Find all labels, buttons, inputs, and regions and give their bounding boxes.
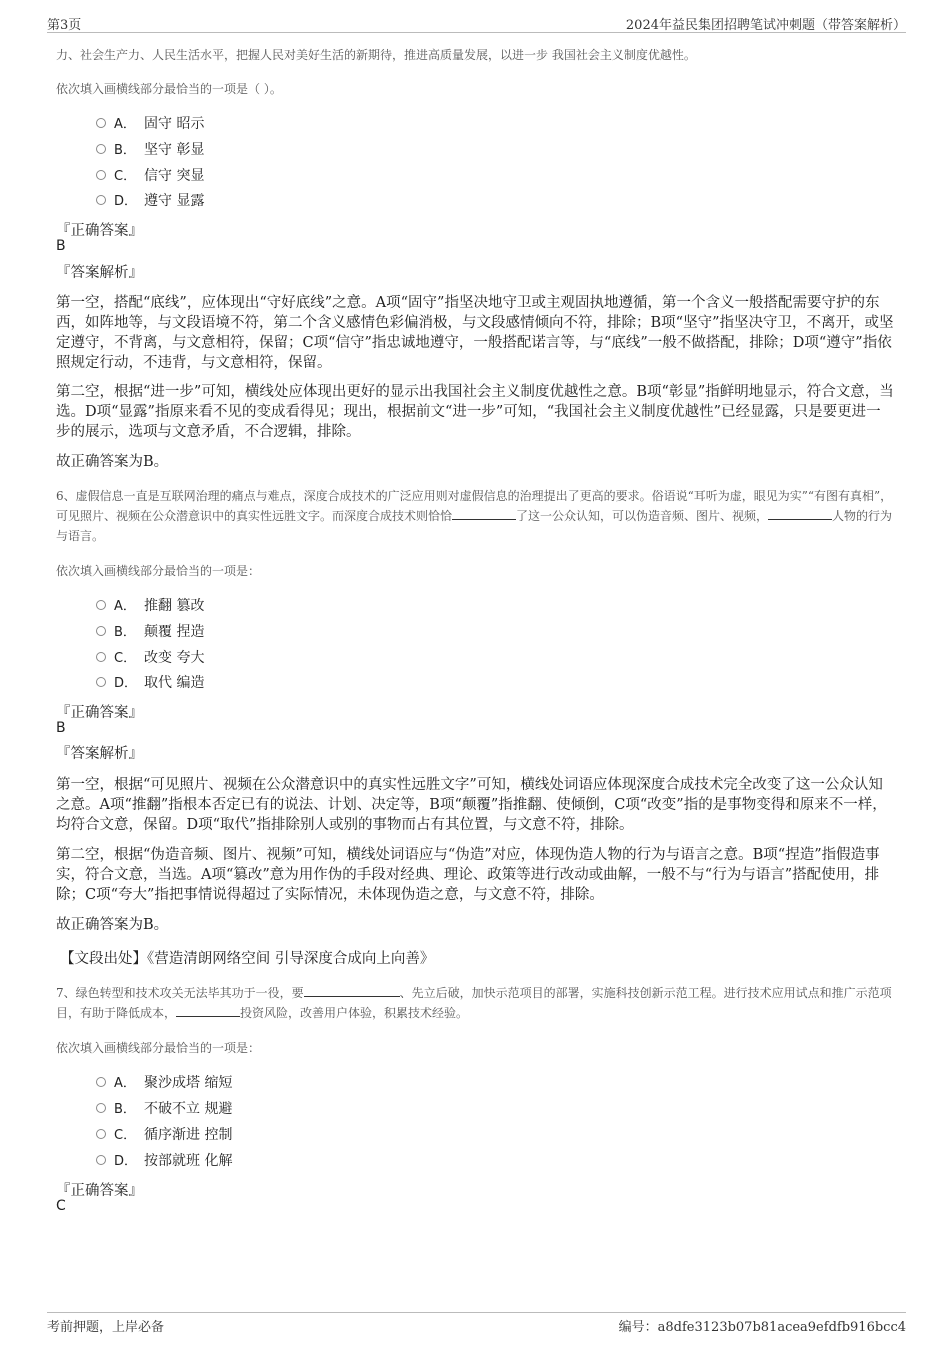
option-text: 循序渐进 控制 (144, 1127, 233, 1143)
option-letter: D． (114, 1154, 138, 1169)
footer-slogan: 考前押题，上岸必备 (47, 1320, 165, 1335)
q6-analysis-label: 『答案解析』 (56, 746, 143, 762)
q6-stem-part-2: 了这一公众认知，可以伪造音频、图片、视频， (516, 509, 769, 523)
q6-analysis-2: 第二空，根据“伪造音频、图片、视频”可知，横线处词语应与“伪造”对应，体现伪造人物的行为与语言之意。B项“捏造”指假造事实，符合文意，当选。A项“篡改”意为用作伪的手段对经典、理论、政策等进行改动或曲解，一般不与“行为与语言”搭配使用，排除；C项“夸大”指把事情说得超过了实际情况，未体现伪造之意，与文意不符，排除。 (56, 847, 880, 903)
option-letter: D． (114, 194, 138, 209)
option-text: 按部就班 化解 (144, 1153, 233, 1169)
q6-option-a[interactable] (96, 596, 204, 616)
q7-stem-part-2: 、先立后破，加快示范项目的部署，实施科技创新示范工程。进行技术应用试点和推广示范项目，有助于降低成本， (56, 986, 892, 1020)
option-text: 聚沙成塔 缩短 (144, 1075, 233, 1091)
option-text: 遵守 显露 (144, 193, 205, 209)
radio-icon[interactable] (96, 170, 106, 180)
radio-icon[interactable] (96, 626, 106, 636)
blank-line (768, 507, 832, 520)
q6-conclusion: 故正确答案为B。 (56, 917, 169, 933)
page-number: 第3页 (47, 18, 82, 33)
blank-line (452, 507, 516, 520)
q7-option-c[interactable] (96, 1125, 232, 1145)
option-letter: B． (114, 1102, 136, 1117)
q6-option-b[interactable] (96, 622, 204, 642)
q6-prompt: 依次填入画横线部分最恰当的一项是： (56, 564, 261, 578)
page-footer (47, 1312, 906, 1333)
radio-icon[interactable] (96, 1077, 106, 1087)
q5-stem-tail: 力、社会生产力、人民生活水平，把握人民对美好生活的新期待，推进高质量发展，以进一步 我国社会主义制度优越性。 (56, 48, 696, 62)
radio-icon[interactable] (96, 1155, 106, 1165)
radio-icon[interactable] (96, 1129, 106, 1139)
q7-answer: C (56, 1198, 66, 1214)
option-letter: D． (114, 676, 138, 691)
option-text: 颠覆 捏造 (144, 624, 205, 640)
q5-option-d[interactable] (96, 191, 204, 211)
q5-analysis-2: 第二空，根据“进一步”可知，横线处应体现出更好的显示出我国社会主义制度优越性之意。B项“彰显”指鲜明地显示，符合文意，当选。D项“显露”指原来看不见的变成看得见；现出，根据前文“进一步”可知，“我国社会主义制度优越性”已经显露，只是要更进一步的展示，选项与文意矛盾，不合逻辑，排除。 (56, 384, 894, 440)
radio-icon[interactable] (96, 195, 106, 205)
q5-answer-label: 『正确答案』 (56, 223, 143, 239)
radio-icon[interactable] (96, 652, 106, 662)
q5-conclusion: 故正确答案为B。 (56, 454, 169, 470)
option-text: 取代 编造 (144, 675, 205, 691)
option-text: 改变 夸大 (144, 650, 205, 666)
blank-line (304, 984, 400, 997)
option-text: 坚守 彰显 (144, 142, 205, 158)
radio-icon[interactable] (96, 1103, 106, 1113)
radio-icon[interactable] (96, 677, 106, 687)
option-letter: B． (114, 143, 136, 158)
q7-option-d[interactable] (96, 1151, 232, 1171)
q6-option-d[interactable] (96, 673, 204, 693)
option-letter: A． (114, 1076, 136, 1091)
option-letter: A． (114, 599, 136, 614)
q7-stem (56, 983, 894, 1023)
page-header (47, 14, 906, 33)
q6-answer: B (56, 720, 66, 736)
q7-stem-part-3: 投资风险，改善用户体验，积累技术经验。 (240, 1006, 469, 1020)
q7-option-b[interactable] (96, 1099, 232, 1119)
option-letter: C． (114, 169, 137, 184)
option-letter: C． (114, 651, 137, 666)
radio-icon[interactable] (96, 144, 106, 154)
option-letter: A． (114, 117, 136, 132)
q6-stem-part-3: 人物的行为与语言。 (56, 509, 893, 543)
q6-answer-label: 『正确答案』 (56, 705, 143, 721)
q7-option-a[interactable] (96, 1073, 232, 1093)
q7-prompt: 依次填入画横线部分最恰当的一项是： (56, 1041, 261, 1055)
q6-analysis-1: 第一空，根据“可见照片、视频在公众潜意识中的真实性远胜文字”可知，横线处词语应体现深度合成技术完全改变了这一公众认知之意。A项“推翻”指根本否定已有的说法、计划、决定等，B项“颠覆”指推翻、使倾倒，C项“改变”指的是事物变得和原来不一样，均符合文意，保留。D项“取代”指排除别人或别的事物而占有其位置，与文意不符，排除。 (56, 777, 887, 833)
q5-prompt: 依次填入画横线部分最恰当的一项是（ ）。 (56, 82, 282, 96)
q5-analysis-label: 『答案解析』 (56, 265, 143, 281)
option-text: 推翻 篡改 (144, 598, 205, 614)
blank-line (176, 1004, 240, 1017)
q6-source: 【文段出处】《营造清朗网络空间 引导深度合成向上向善》 (60, 951, 435, 967)
q5-analysis-1: 第一空，搭配“底线”，应体现出“守好底线”之意。A项“固守”指坚决地守卫或主观固执地遵循，第一个含义一般搭配需要守护的东西，如阵地等，与文段语境不符，第二个含义感情色彩偏消极，与文段感情倾向不符，排除；B项“坚守”指坚决守卫，不离开，或坚定遵守，不背离，与文意相符，保留；C项“信守”指忠诚地遵守，一般搭配诺言等，与“底线”一般不做搭配，排除；D项“遵守”指依照规定行动，不违背，与文意相符，保留。 (56, 295, 894, 371)
q5-option-b[interactable] (96, 140, 204, 160)
q6-option-c[interactable] (96, 648, 204, 668)
option-text: 不破不立 规避 (144, 1101, 233, 1117)
option-text: 固守 昭示 (144, 116, 205, 132)
option-letter: C． (114, 1128, 137, 1143)
q5-option-a[interactable] (96, 114, 204, 134)
option-letter: B． (114, 625, 136, 640)
q5-option-c[interactable] (96, 166, 204, 186)
document-code: 编号：a8dfe3123b07b81acea9efdfb916bcc4 (618, 1320, 906, 1335)
q6-stem-part-1: 6、虚假信息一直是互联网治理的痛点与难点，深度合成技术的广泛应用则对虚假信息的治理提出了更高的要求。俗语说“耳听为虚，眼见为实”“有图有真相”，可见照片、视频在公众潜意识中的真实性远胜文字。而深度合成技术则恰恰 (56, 489, 893, 523)
q7-stem-part-1: 7、绿色转型和技术攻关无法毕其功于一役，要 (56, 986, 304, 1000)
option-text: 信守 突显 (144, 168, 205, 184)
q5-answer: B (56, 238, 66, 254)
document-title: 2024年益民集团招聘笔试冲刺题（带答案解析） (625, 18, 906, 33)
radio-icon[interactable] (96, 600, 106, 610)
radio-icon[interactable] (96, 118, 106, 128)
q7-answer-label: 『正确答案』 (56, 1183, 143, 1199)
q6-stem (56, 486, 894, 546)
